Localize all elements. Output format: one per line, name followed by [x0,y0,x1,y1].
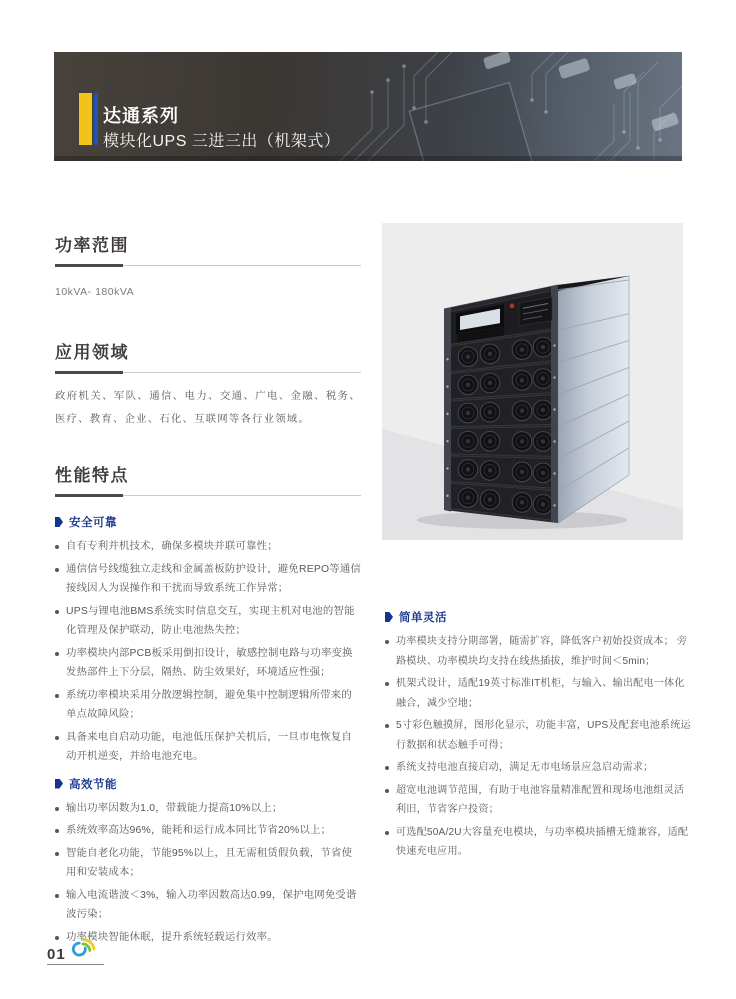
bullet-icon [385,724,389,728]
bullet-icon [385,789,389,793]
bullet-icon [55,829,59,833]
section-applications [55,338,361,431]
list-item: 系统支持电池直接启动，满足无市电场景应急启动需求； [385,758,692,778]
bullet-icon [55,652,59,656]
section-power-range [55,231,361,298]
list-item: 可选配50A/2U大容量充电模块，与功率模块插槽无缝兼容，适配快速充电应用。 [385,823,692,862]
page-footer [47,938,104,965]
list-item: 超宽电池调节范围，有助于电池容量精准配置和现场电池组灵活利旧，节省客户投资； [385,781,692,820]
right-column [385,609,692,865]
bullet-icon [385,831,389,835]
list-item: 机架式设计，适配19英寸标准IT机柜，与输入、输出配电一体化融合，减少空地； [385,674,692,713]
accent-bar-yellow [79,93,92,145]
pennant-icon [385,612,393,622]
list-item: UPS与锂电池BMS系统实时信息交互，实现主机对电池的智能化管理及保护联动，防止电池热失控； [55,602,361,641]
product-subtitle: 模块化UPS 三进三出（机架式） [103,133,341,150]
features-heading: 性能特点 [55,461,361,496]
feature-group-efficiency-header [55,776,361,792]
feature-group-safety-header [55,514,361,530]
bullet-icon [55,736,59,740]
ups-cabinet-photo [382,223,683,540]
applications-text: 政府机关、军队、通信、电力、交通、广电、金融、税务、医疗、教育、企业、石化、互联网等各行业领域。 [55,391,361,425]
pennant-icon [55,517,63,527]
feature-group-name: 简单灵活 [399,612,447,624]
list-item: 通信信号线缆独立走线和金属盖板防护设计，避免REPO等通信接线因人为误操作和干扰而导致系统工作异常； [55,560,361,599]
list-item: 输入电流谐波＜3%，输入功率因数高达0.99，保护电网免受谐波污染； [55,886,361,925]
feature-list-flexible [385,632,692,862]
list-item: 自有专利并机技术，确保多模块并联可靠性； [55,537,361,557]
bullet-icon [55,894,59,898]
power-range-value: 10kVA- 180kVA [55,286,135,298]
feature-group-name: 高效节能 [69,778,117,791]
feature-group-name: 安全可靠 [69,517,117,529]
power-range-heading: 功率范围 [55,231,361,266]
bullet-icon [55,545,59,549]
feature-group-flexible-header [385,609,692,625]
bullet-icon [385,766,389,770]
bullet-icon [385,640,389,644]
applications-heading: 应用领域 [55,338,361,373]
bullet-icon [55,610,59,614]
brand-logo-icon [67,938,97,962]
bullet-icon [55,568,59,572]
section-features [55,461,361,947]
pennant-icon [55,779,63,789]
list-item: 系统功率模块采用分散逻辑控制，避免集中控制逻辑所带来的单点故障风险； [55,686,361,725]
feature-list-efficiency [55,799,361,948]
footer-rule [47,964,104,965]
list-item: 5寸彩色触摸屏，图形化显示，功能丰富，UPS及配套电池系统运行数据和状态触手可得； [385,716,692,755]
bullet-icon [385,682,389,686]
list-item: 智能自老化功能，节能95%以上，且无需租赁假负载，节省使用和安装成本； [55,844,361,883]
list-item: 输出功率因数为1.0，带载能力提高10%以上； [55,799,361,819]
list-item: 功率模块支持分期部署，随需扩容，降低客户初始投资成本； 旁路模块、功率模块均支持在线热插拔，维护时间＜5min； [385,632,692,671]
feature-list-safety [55,537,361,767]
list-item: 系统效率高达96%，能耗和运行成本同比节省20%以上； [55,821,361,841]
page-number: 01 [47,946,66,963]
bullet-icon [55,807,59,811]
accent-bar-blue [94,93,98,145]
bullet-icon [55,694,59,698]
list-item: 功率模块内部PCB板采用倒扣设计，敏感控制电路与功率变换发热部件上下分层，隔热、防尘效果好，环境适应性强； [55,644,361,683]
series-title: 达通系列 [103,106,179,126]
bullet-icon [55,852,59,856]
list-item: 具备来电自启动功能，电池低压保护关机后，一旦市电恢复自动开机逆变，并给电池充电。 [55,728,361,767]
list-item: 功率模块智能休眠，提升系统轻载运行效率。 [55,928,361,948]
left-column [55,231,361,950]
header-banner [54,52,682,161]
